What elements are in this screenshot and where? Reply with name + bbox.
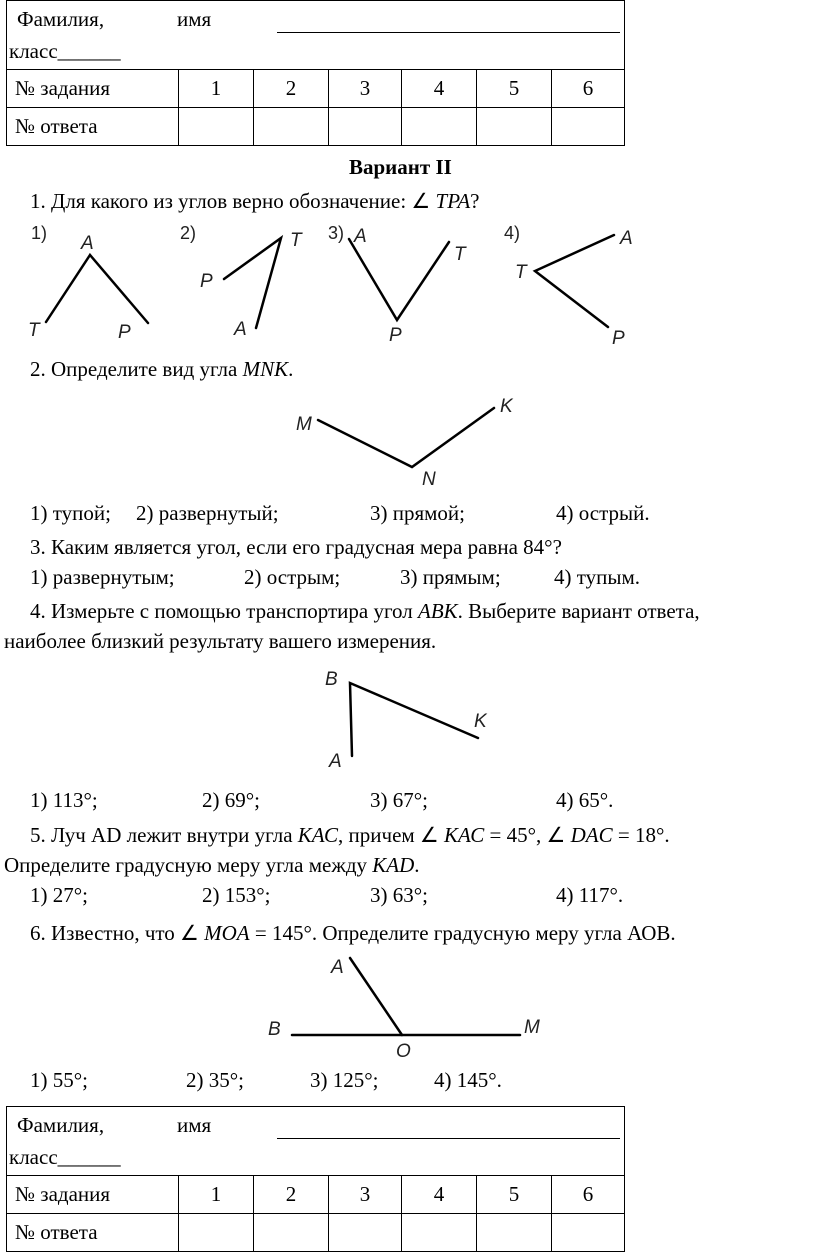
question-6-text: 6. Известно, что ∠ MOA = 145°. Определите градусную меру угла АОВ. [30, 921, 676, 945]
q6-answer-2[interactable]: 2) 35°; [186, 1068, 244, 1092]
svg-text:B: B [325, 669, 338, 690]
svg-text:T: T [290, 230, 302, 251]
surname-label: Фамилия, [17, 7, 105, 31]
answer-cell-4[interactable] [402, 108, 477, 146]
svg-text:A: A [354, 226, 367, 247]
q5-answer-2[interactable]: 2) 153°; [202, 883, 271, 907]
q4-answer-1[interactable]: 1) 113°; [30, 788, 98, 812]
name-underline [277, 32, 620, 33]
svg-text:P: P [612, 328, 625, 349]
q5-answer-1[interactable]: 1) 27°; [30, 883, 88, 907]
task-number-2: 2 [254, 70, 329, 108]
question-5-text-line2: Определите градусную меру угла между KAD. [4, 853, 420, 877]
answer-cell-6[interactable] [552, 108, 625, 146]
svg-text:4): 4) [504, 223, 521, 243]
task-number-1: 1 [179, 1176, 254, 1214]
q5-answer-3[interactable]: 3) 63°; [370, 883, 428, 907]
name-label: имя [177, 7, 212, 31]
svg-text:K: K [474, 711, 487, 732]
q6-answer-4[interactable]: 4) 145°. [434, 1068, 502, 1092]
task-row-label: № задания [7, 1176, 179, 1214]
question-4-text-line2: наиболее близкий результату вашего измерения. [4, 629, 437, 653]
task-number-3: 3 [329, 1176, 402, 1214]
q3-answer-3[interactable]: 3) прямым; [400, 565, 501, 589]
q3-answer-2[interactable]: 2) острым; [244, 565, 341, 589]
question-4-text: 4. Измерьте с помощью транспортира угол АВК. Выберите вариант ответа, [30, 599, 700, 623]
svg-text:M: M [296, 414, 312, 435]
answer-cell-4[interactable] [402, 1214, 477, 1252]
answer-cell-2[interactable] [254, 1214, 329, 1252]
question-5-text: 5. Луч AD лежит внутри угла КАС, причем ∠ КАС = 45°, ∠ DAC = 18°. [30, 823, 670, 847]
task-number-1: 1 [179, 70, 254, 108]
svg-text:B: B [268, 1019, 281, 1040]
task-number-6: 6 [552, 1176, 625, 1214]
q6-answer-3[interactable]: 3) 125°; [310, 1068, 379, 1092]
task-number-4: 4 [402, 70, 477, 108]
question-2-text: 2. Определите вид угла MNK. [30, 357, 294, 381]
svg-text:A: A [234, 319, 247, 340]
answer-cell-2[interactable] [254, 108, 329, 146]
answer-row-label: № ответа [7, 1214, 179, 1252]
question-1-figures [0, 215, 816, 350]
q3-answer-1[interactable]: 1) развернутым; [30, 565, 175, 589]
svg-text:P: P [389, 325, 402, 346]
answer-cell-1[interactable] [179, 108, 254, 146]
svg-text:P: P [118, 322, 131, 343]
q3-answer-4[interactable]: 4) тупым. [554, 565, 641, 589]
svg-text:K: K [500, 396, 513, 417]
svg-text:T: T [454, 244, 466, 265]
variant-title: Вариант II [349, 155, 452, 179]
answer-cell-3[interactable] [329, 108, 402, 146]
svg-text:1): 1) [31, 223, 48, 243]
q2-answer-3[interactable]: 3) прямой; [370, 501, 466, 525]
task-number-2: 2 [254, 1176, 329, 1214]
angle-figure-4 [504, 223, 633, 349]
answer-cell-3[interactable] [329, 1214, 402, 1252]
angle-figure-2 [180, 223, 303, 340]
surname-label: Фамилия, [17, 1113, 105, 1137]
q2-answer-4[interactable]: 4) острый. [556, 501, 650, 525]
answer-cell-1[interactable] [179, 1214, 254, 1252]
svg-text:P: P [200, 271, 213, 292]
answer-form-bottom [6, 1106, 625, 1252]
svg-text:A: A [620, 228, 633, 249]
svg-text:A: A [329, 751, 342, 772]
class-label: класс______ [9, 1145, 121, 1169]
task-number-6: 6 [552, 70, 625, 108]
q4-answer-4[interactable]: 4) 65°. [556, 788, 614, 812]
task-number-5: 5 [477, 1176, 552, 1214]
svg-text:T: T [28, 320, 40, 341]
question-4-figure [0, 660, 816, 775]
q2-answer-1[interactable]: 1) тупой; [30, 501, 111, 525]
svg-text:3): 3) [328, 223, 345, 243]
task-row-label: № задания [7, 70, 179, 108]
task-number-3: 3 [329, 70, 402, 108]
question-2-figure [0, 390, 816, 490]
answer-row-label: № ответа [7, 108, 179, 146]
svg-text:O: O [396, 1041, 411, 1062]
answer-cell-5[interactable] [477, 108, 552, 146]
svg-text:N: N [422, 469, 436, 490]
svg-text:A: A [331, 957, 344, 978]
q6-answer-1[interactable]: 1) 55°; [30, 1068, 88, 1092]
name-underline [277, 1138, 620, 1139]
question-1-text: 1. Для какого из углов верно обозначение: ∠ TPA? [30, 189, 480, 213]
name-class-cell-bottom[interactable] [7, 1107, 625, 1176]
name-class-cell[interactable] [7, 1, 625, 70]
angle-figure-3 [328, 223, 467, 346]
q4-answer-3[interactable]: 3) 67°; [370, 788, 428, 812]
answer-form-top [6, 0, 625, 146]
q4-answer-2[interactable]: 2) 69°; [202, 788, 260, 812]
answer-cell-6[interactable] [552, 1214, 625, 1252]
class-label: класс______ [9, 39, 121, 63]
question-6-figure [0, 950, 816, 1065]
svg-text:T: T [515, 262, 527, 283]
name-label: имя [177, 1113, 212, 1137]
svg-text:2): 2) [180, 223, 197, 243]
q2-answer-2[interactable]: 2) развернутый; [136, 501, 279, 525]
answer-cell-5[interactable] [477, 1214, 552, 1252]
svg-text:M: M [524, 1017, 540, 1038]
q5-answer-4[interactable]: 4) 117°. [556, 883, 624, 907]
question-3-text: 3. Каким является угол, если его градусная мера равна 84°? [30, 535, 562, 559]
task-number-4: 4 [402, 1176, 477, 1214]
task-number-5: 5 [477, 70, 552, 108]
svg-text:A: A [81, 233, 94, 254]
angle-figure-1 [28, 223, 148, 343]
